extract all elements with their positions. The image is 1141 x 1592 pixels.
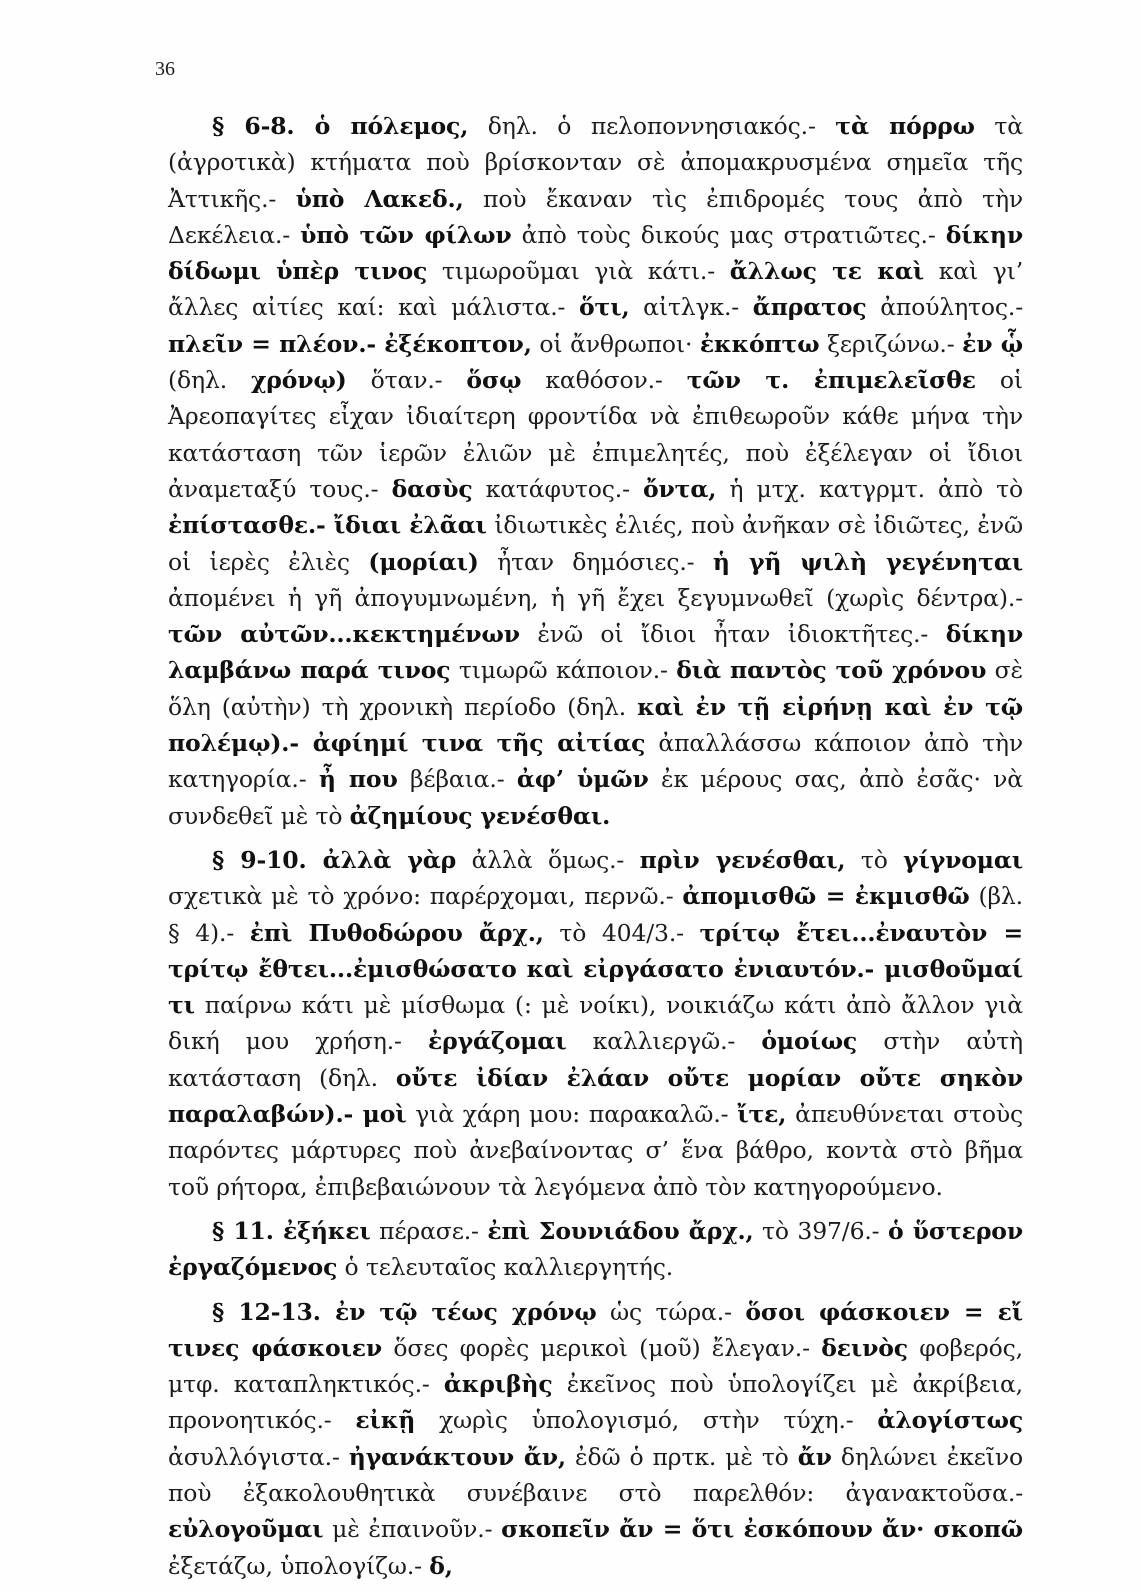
lemma-term: εὐλογοῦμαι [168, 1515, 324, 1544]
lemma-term: ἦ που [318, 765, 398, 794]
gloss-text: ἡ μτχ. κατγρμτ. ἀπὸ τὸ [716, 474, 1023, 503]
gloss-text: χωρὶς ὑπολογισμό, στὴν τύχη.- [415, 1406, 878, 1435]
gloss-text: ποὺ ἔκαναν τὶς ἐπιδρομές τους ἀπὸ τὴν Δεκέλεια.- [168, 184, 1024, 249]
lemma-term: χρόνῳ) [250, 366, 347, 395]
gloss-text: τὸ 404/3.- [543, 918, 700, 947]
lemma-term: ὅτι, [579, 293, 630, 322]
lemma-term: πλεῖν = πλέον.- ἐξέκοπτον, [168, 329, 532, 358]
gloss-text: ἀπούλητος.- [866, 293, 1024, 322]
gloss-text: τιμωροῦμαι γιὰ κάτι.- [427, 257, 730, 286]
gloss-text: αἰτλγκ.- [629, 293, 753, 322]
gloss-text: ξεριζώνω.- [819, 329, 963, 358]
gloss-text: γιὰ χάρη μου: παρακαλῶ.- [406, 1100, 738, 1129]
gloss-text: ἰδιωτικὲς ἐλιές, ποὺ ἀνῆκαν σὲ ἰδιῶτες, ἐνῶ οἱ ἱερὲς ἐλιὲς [168, 511, 1024, 576]
lemma-term: τῶν τ. ἐπιμελεῖσθε [686, 366, 976, 395]
lemma-term: (μορίαι) [368, 547, 479, 576]
gloss-text: (δηλ. [168, 366, 251, 395]
gloss-text: μὲ ἐπαινοῦν.- [323, 1515, 502, 1544]
gloss-text: ἀπομένει ἡ γῆ ἀπογυμνωμένη, ἡ γῆ ἔχει ξεγυμνωθεῖ (χωρὶς δέντρα).- [168, 583, 1023, 612]
gloss-text: τὸ 397/6.- [753, 1216, 888, 1245]
lemma-term: δασὺς [391, 474, 473, 503]
lemma-term: ἀφ’ ὑμῶν [516, 765, 649, 794]
lemma-term: ὁ ὕστερον ἐργαζόμενος [168, 1216, 1023, 1282]
lemma-term: ἀζημίους γενέσθαι. [349, 801, 611, 830]
lemma-term: ἐκκόπτω [699, 329, 820, 358]
lemma-term: ἐπὶ Σουνιάδου ἄρχ., [487, 1216, 754, 1245]
lemma-term: δ, [429, 1551, 453, 1580]
lemma-term: ἡ γῆ ψιλὴ γεγένηται [712, 547, 1023, 576]
commentary-text [168, 108, 1023, 1592]
lemma-term: ὅσῳ [466, 366, 522, 395]
gloss-text: καλλιεργῶ.- [566, 1027, 762, 1056]
lemma-term: ἴτε, [737, 1100, 787, 1129]
gloss-text: ὅταν.- [346, 366, 467, 395]
gloss-text: οἱ Ἀρεοπαγίτες εἶχαν ἰδιαίτερη φροντίδα νὰ ἐπιθεωροῦν κάθε μήνα τὴν κατάσταση τῶν ἱερῶν ἐλιῶν μὲ ἐπιμελητές, ποὺ ἐξέλεγαν οἱ ἴδιοι ἀναμεταξύ τους.- [168, 366, 1023, 503]
page-number: 36 [155, 58, 175, 80]
gloss-text: βέβαια.- [397, 765, 517, 794]
gloss-text: δηλ. ὁ πελοποννησιακός.- [468, 112, 836, 140]
gloss-text: παίρνω κάτι μὲ μίσθωμα (: μὲ νοίκι), νοικιάζω κάτι ἀπὸ ἄλλον γιὰ δική μου χρήση.- [168, 991, 1023, 1056]
paragraph-11 [168, 1213, 1023, 1286]
lemma-term: ὑπὸ Λακεδ., [295, 184, 464, 213]
paragraph-12-13 [168, 1294, 1023, 1584]
lemma-term: ἐργάζομαι [428, 1027, 567, 1056]
gloss-text: ἀσυλλόγιστα.- [168, 1442, 349, 1471]
lemma-term: δεινὸς [821, 1333, 908, 1362]
lemma-term: δίκην λαμβάνω παρά τινος [168, 620, 1024, 685]
gloss-text: τὰ (ἀγροτικὰ) κτήματα ποὺ βρίσκονταν σὲ ἀπομακρυσμένα σημεῖα τῆς Ἀττικῆς.- [168, 112, 1023, 213]
gloss-text: (βλ. § 4).- [168, 882, 1023, 947]
gloss-text: ἦταν δημόσιες.- [478, 547, 713, 576]
lemma-term: ἠγανάκτουν ἄν, [348, 1442, 566, 1471]
gloss-text: καὶ γι’ ἄλλες αἰτίες καί: καὶ μάλιστα.- [168, 257, 1024, 322]
lemma-term: τῶν αὐτῶν...κεκτημένων [168, 620, 520, 649]
gloss-text: πέρασε.- [370, 1216, 488, 1245]
lemma-term: § 9-10. ἀλλὰ γὰρ [212, 845, 457, 874]
gloss-text: ἀπευθύνεται στοὺς παρόντες μάρτυρες ποὺ ἀνεβαίνοντας σ’ ἕνα βάθρο, κοντὰ στὸ βῆμα τοῦ ρήτορα, ἐπιβεβαιώνουν τὰ λεγόμενα ἀπὸ τὸν κατηγορούμενο. [168, 1100, 1023, 1201]
gloss-text: ἐνῶ οἱ ἴδιοι ἦταν ἰδιοκτῆτες.- [519, 620, 946, 649]
lemma-term: τρίτῳ ἔτει...ἐναυτὸν = τρίτῳ ἔθτει...ἐμισθώσατο καὶ εἰργάσατο ἐνιαυτόν.- μισθοῦμαί τι [168, 918, 1024, 1020]
lemma-term: § 6-8. ὁ πόλεμος, [212, 112, 469, 140]
lemma-term: ὁμοίως [761, 1027, 858, 1056]
gloss-text: τὸ [845, 845, 904, 874]
gloss-text: φοβερός, μτφ. καταπληκτικός.- [168, 1333, 1023, 1399]
lemma-term: ὄντα, [642, 474, 717, 503]
lemma-term: πρὶν γενέσθαι, [639, 845, 846, 874]
gloss-text: ἀπαλλάσσω κάποιον ἀπὸ τὴν κατηγορία.- [168, 729, 1023, 794]
lemma-term: § 11. ἐξήκει [212, 1216, 371, 1245]
gloss-text: ἐδῶ ὁ πρτκ. μὲ τὸ [565, 1442, 798, 1471]
lemma-term: ἄλλως τε καὶ [729, 257, 924, 286]
paragraph-9-10 [168, 842, 1023, 1205]
lemma-term: ἀκριβὴς [443, 1370, 553, 1399]
gloss-text: ὡς τώρα.- [596, 1297, 746, 1326]
gloss-text: ἐξετάζω, ὑπολογίζω.- [168, 1551, 430, 1580]
gloss-text: σχετικὰ μὲ τὸ χρόνο: παρέρχομαι, περνῶ.- [168, 882, 683, 911]
lemma-term: εἰκῇ [355, 1406, 416, 1435]
paragraph-6-8 [168, 108, 1023, 834]
lemma-term: διὰ παντὸς τοῦ χρόνου [676, 656, 987, 685]
lemma-term: ἀπομισθῶ = ἐκμισθῶ [682, 882, 970, 911]
gloss-text: κατάφυτος.- [472, 474, 643, 503]
gloss-text: καθόσον.- [521, 366, 687, 395]
lemma-term: ἄν [797, 1442, 832, 1471]
gloss-text: δηλώνει ἐκεῖνο ποὺ ἐξακολουθητικὰ συνέβαινε στὸ παρελθόν: ἀγανακτοῦσα.- [168, 1442, 1023, 1507]
gloss-text: ἀλλὰ ὅμως.- [456, 845, 640, 874]
lemma-term: ἀλογίστως [877, 1406, 1023, 1435]
lemma-term: γίγνομαι [903, 845, 1023, 874]
gloss-text: στὴν αὐτὴ κατάσταση (δηλ. [168, 1027, 1023, 1092]
gloss-text: οἱ ἄνθρωποι· [531, 329, 700, 358]
gloss-text: ὅσες φορὲς μερικοὶ (μοῦ) ἔλεγαν.- [382, 1333, 822, 1362]
gloss-text: τιμωρῶ κάποιον.- [450, 656, 677, 685]
lemma-term: ἐπὶ Πυθοδώρου ἄρχ., [249, 918, 544, 947]
lemma-term: τὰ πόρρω [835, 112, 975, 140]
lemma-term: § 12-13. ἐν τῷ τέως χρόνῳ [212, 1297, 597, 1326]
gloss-text: ὁ τελευταῖος καλλιεργητής. [337, 1253, 674, 1282]
lemma-term: δίκην δίδωμι ὑπὲρ τινος [168, 220, 1023, 286]
gloss-text: σὲ ὅλη (αὐτὴν) τὴ χρονικὴ περίοδο (δηλ. [168, 656, 1023, 721]
lemma-term: ὅσοι φάσκοιεν = εἴ τινες φάσκοιεν [168, 1297, 1023, 1362]
gloss-text: ἐκ μέρους σας, ἀπὸ ἐσᾶς· νὰ συνδεθεῖ μὲ τὸ [168, 765, 1023, 830]
lemma-term: οὔτε ἰδίαν ἐλάαν οὔτε μορίαν οὔτε σηκὸν παραλαβών).- μοὶ [168, 1063, 1023, 1129]
lemma-term: ὑπὸ τῶν φίλων [300, 220, 512, 249]
lemma-term: ἐπίστασθε.- ἴδιαι ἐλᾶαι [168, 511, 487, 540]
lemma-term: ἐν ᾧ [962, 329, 1023, 358]
lemma-term: καὶ ἐν τῇ εἰρήνῃ καὶ ἐν τῷ πολέμῳ).- ἀφίημί τινα τῆς αἰτίας [168, 692, 1024, 758]
gloss-text: ἀπὸ τοὺς δικούς μας στρατιῶτες.- [511, 220, 946, 249]
lemma-term: ἄπρατος [752, 293, 867, 322]
lemma-term: σκοπεῖν ἄν = ὅτι ἐσκόπουν ἄν· σκοπῶ [501, 1515, 1023, 1544]
gloss-text: ἐκεῖνος ποὺ ὑπολογίζει μὲ ἀκρίβεια, προνοητικός.- [168, 1370, 1023, 1435]
